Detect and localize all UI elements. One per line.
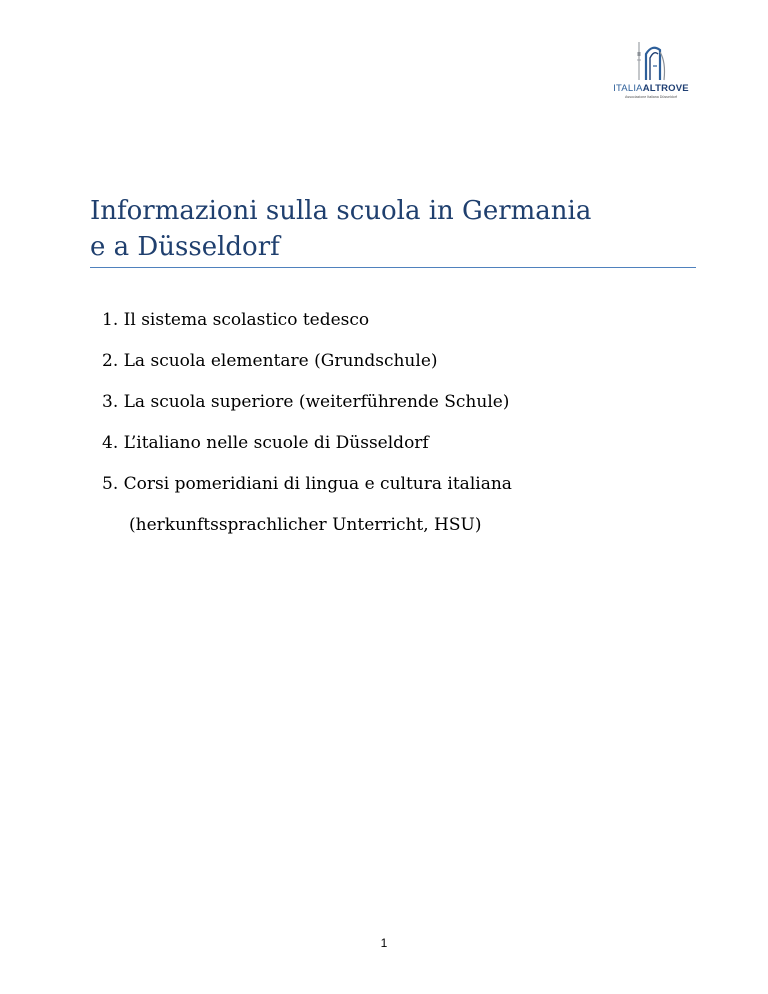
title-divider <box>90 267 696 268</box>
toc-item-text: Il sistema scolastico tedesco <box>123 310 370 330</box>
toc-item <box>102 308 662 349</box>
toc-item <box>102 390 662 431</box>
toc-item-continuation: (herkunftssprachlicher Unterricht, HSU) <box>129 515 482 535</box>
logo-subtitle: Associazione Italiana Düsseldorf <box>625 95 677 99</box>
toc-item <box>102 472 662 513</box>
document-title-line1: Informazioni sulla scuola in Germania <box>90 196 592 226</box>
toc-item-number: 1. <box>102 310 119 330</box>
toc-item-number: 5. <box>102 474 119 494</box>
toc-item-number: 4. <box>102 433 119 453</box>
toc-item-text: La scuola elementare (Grundschule) <box>123 351 438 371</box>
toc-item <box>102 349 662 390</box>
document-title <box>90 193 690 265</box>
tower-and-arch-logo-icon <box>606 40 696 84</box>
logo <box>606 40 696 102</box>
document-title-line2: e a Düsseldorf <box>90 232 280 262</box>
logo-wordmark-part1: ITALIA <box>613 83 643 94</box>
toc-item-text: Corsi pomeridiani di lingua e cultura italiana <box>123 474 512 494</box>
toc-item-number: 3. <box>102 392 119 412</box>
logo-wordmark-part2: ALTROVE <box>642 83 689 94</box>
toc-item-text: La scuola superiore (weiterführende Schule) <box>123 392 510 412</box>
toc-item-number: 2. <box>102 351 119 371</box>
page-number: 1 <box>380 936 388 950</box>
toc-item-text: L’italiano nelle scuole di Düsseldorf <box>123 433 429 453</box>
toc-item <box>102 431 662 472</box>
logo-wordmark <box>606 84 696 94</box>
table-of-contents <box>102 308 662 554</box>
